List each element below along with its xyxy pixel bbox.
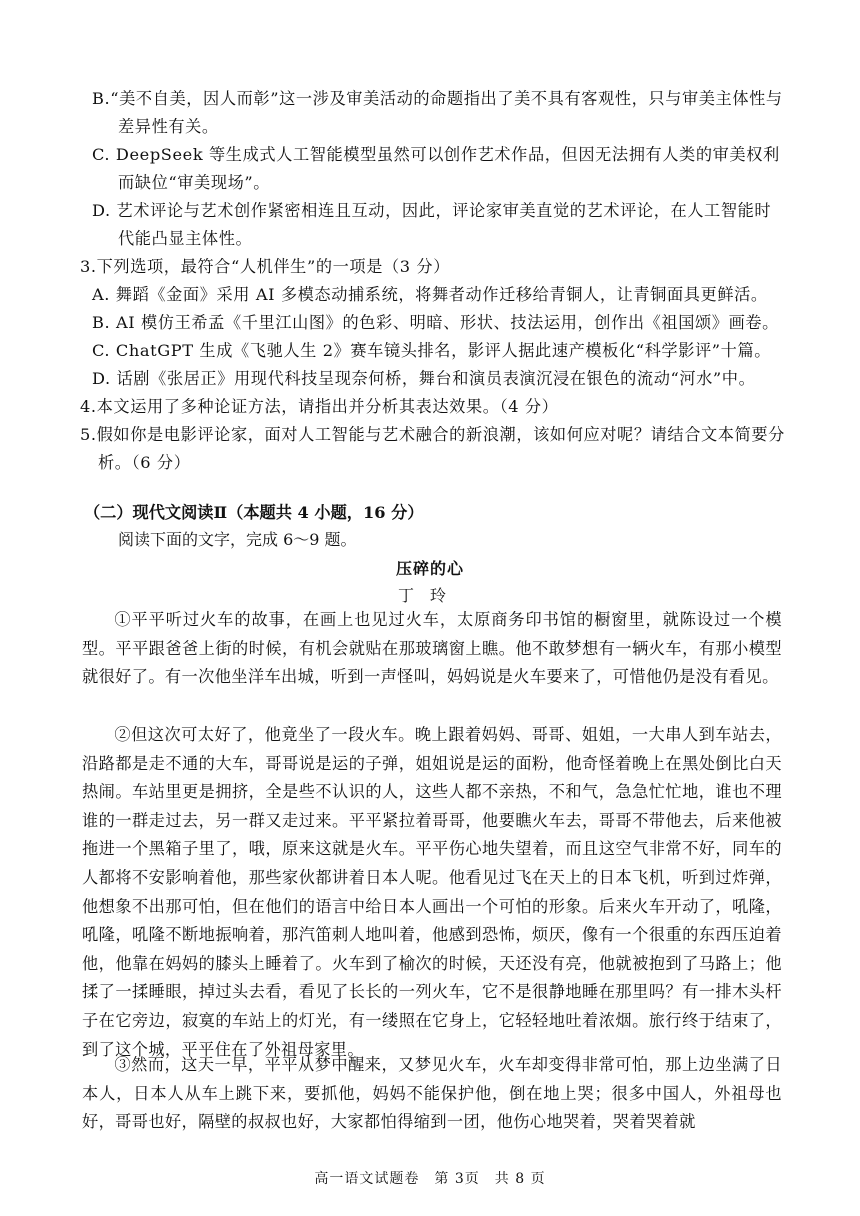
q3-option-a: [92, 281, 787, 309]
q2-option-c: [92, 141, 787, 197]
section-instruction: 阅读下面的文字，完成 6～9 题。: [118, 530, 357, 549]
q2-option-c-text: C. DeepSeek 等生成式人工智能模型虽然可以创作艺术作品，但因无法拥有人类的审美权利而缺位“审美现场”。: [92, 145, 780, 192]
q3-option-b: [92, 309, 787, 337]
story-title: 压碎的心: [395, 559, 464, 578]
q3-option-d: [92, 365, 787, 393]
q2-option-b-text: B.“美不自美，因人而彰”这一涉及审美活动的命题指出了美不具有客观性，只与审美主体性与差异性有关。: [92, 89, 783, 136]
q2-option-b: [92, 85, 787, 141]
q3-option-c: [92, 337, 787, 365]
story-paragraph-3: ③然而，这天一早，平平从梦中醒来，又梦见火车，火车却变得非常可怕，那上边坐满了日本人，日本人从车上跳下来，要抓他，妈妈不能保护他，倒在地上哭；很多中国人，外祖母也好，哥哥也好，隔壁的叔叔也好，大家都怕得缩到一团，他伤心地哭着，哭着哭着就: [82, 1055, 782, 1132]
q2-option-d: [92, 197, 787, 253]
section-title: （二）现代文阅读Ⅱ（本题共 4 小题，16 分）: [84, 503, 424, 522]
q3-option-c-text: C. ChatGPT 生成《飞驰人生 2》赛车镜头排名，影评人据此速产模板化“科学影评”十篇。: [92, 341, 772, 360]
q3-option-b-text: B. AI 模仿王希孟《千里江山图》的色彩、明暗、形状、技法运用，创作出《祖国颂》画卷。: [92, 313, 779, 332]
q3-option-a-text: A. 舞蹈《金面》采用 AI 多模态动捕系统，将舞者动作迁移给青铜人，让青铜面具更鲜活。: [92, 285, 768, 304]
page-footer: 高一语文试题卷 第 3页 共 8 页: [314, 1171, 546, 1187]
story-paragraph-2: ②但这次可太好了，他竟坐了一段火车。晚上跟着妈妈、哥哥、姐姐，一大串人到车站去，沿路都是走不通的大车，哥哥说是运的子弹，姐姐说是运的面粉，他奇怪着晚上在黑处倒比白天热闹。车站里更是拥挤，全是些不认识的人，这些人都不亲热，不和气，急急忙忙地，谁也不理谁的一群走过去，另一群又走过来。平平紧拉着哥哥，他要瞧火车去，哥哥不带他去，后来他被拖进一个黑箱子里了，哦，原来这就是火车。平平伤心地失望着，而且这空气非常不好，同车的人都将不安影响着他，那些家伙都讲着日本人呢。他看见过飞在天上的日本飞机，听到过炸弹，他想象不出那可怕，但在他们的语言中给日本人画出一个可怕的形象。后来火车开动了，吼隆，吼隆，吼隆不断地振响着，那汽笛刺人地叫着，他感到恐怖，烦厌，像有一个很重的东西压迫着他，他靠在妈妈的膝头上睡着了。火车到了榆次的时候，天还没有亮，他就被抱到了马路上；他揉了一揉睡眼，掉过头去看，看见了长长的一列火车，它不是很静地睡在那里吗？有一排木头杆子在它旁边，寂寞的车站上的灯光，有一缕照在它身上，它轻轻地吐着浓烟。旅行终于结束了，到了这个城，平平住在了外祖母家里。: [82, 725, 782, 1059]
q5-stem-text: 5.假如你是电影评论家，面对人工智能与艺术融合的新浪潮，该如何应对呢？请结合文本简要分析。（6 分）: [80, 425, 785, 472]
q2-option-d-text: D. 艺术评论与艺术创作紧密相连且互动，因此，评论家审美直觉的艺术评论，在人工智能时代能凸显主体性。: [92, 201, 772, 248]
q3-option-d-text: D. 话剧《张居正》用现代科技呈现奈何桥，舞台和演员表演沉浸在银色的流动“河水”中。: [92, 369, 756, 388]
q4-stem: [80, 393, 790, 421]
q3-stem: [80, 253, 790, 281]
story-author: 丁玲: [397, 586, 462, 605]
q4-stem-text: 4.本文运用了多种论证方法，请指出并分析其表达效果。（4 分）: [80, 397, 559, 416]
q3-stem-text: 3.下列选项，最符合“人机伴生”的一项是（3 分）: [80, 257, 451, 276]
q5-stem: [80, 421, 790, 477]
story-paragraph-1: ①平平听过火车的故事，在画上也见过火车，太原商务印书馆的橱窗里，就陈设过一个模型。平平跟爸爸上街的时候，有机会就贴在那玻璃窗上瞧。他不敢梦想有一辆火车，有那小模型就很好了。有一次他坐洋车出城，听到一声怪叫，妈妈说是火车要来了，可惜他仍是没有看见。: [82, 610, 782, 687]
